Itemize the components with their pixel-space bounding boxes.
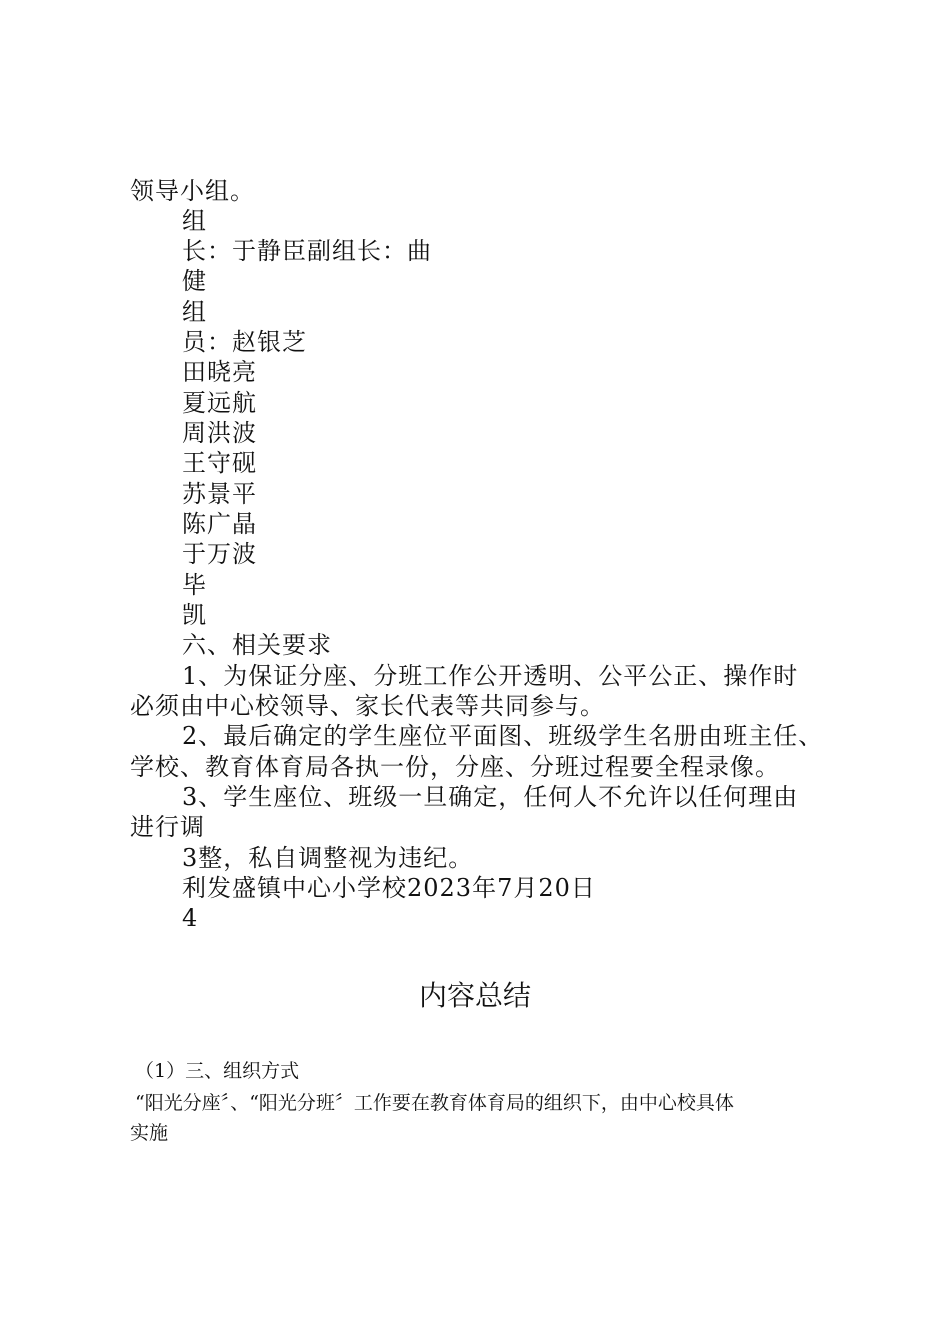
text-line: 毕 xyxy=(182,571,207,599)
section-heading: 六、相关要求 xyxy=(182,631,332,659)
text-line: 3、学生座位、班级一旦确定，任何人不允许以任何理由 xyxy=(182,783,799,811)
text-line: 于万波 xyxy=(182,540,257,568)
text-line: 3整，私自调整视为违纪。 xyxy=(182,844,474,872)
text-line: 周洪波 xyxy=(182,419,257,447)
text-line: 进行调 xyxy=(130,813,205,841)
text-line: 领导小组。 xyxy=(130,177,255,205)
summary-line: “阳光分座〞、“阳光分班〞工作要在教育体育局的组织下，由中心校具体 xyxy=(135,1092,734,1114)
text-line: 健 xyxy=(182,267,207,295)
text-line: 王守砚 xyxy=(182,449,257,477)
summary-line: （1）三、组织方式 xyxy=(135,1060,300,1082)
text-line: 1、为保证分座、分班工作公开透明、公平公正、操作时 xyxy=(182,662,799,690)
text-line: 苏景平 xyxy=(182,480,257,508)
summary-line: 实施 xyxy=(130,1122,169,1144)
text-line: 夏远航 xyxy=(182,389,257,417)
text-line: 必须由中心校领导、家长代表等共同参与。 xyxy=(130,692,605,720)
page-number: 4 xyxy=(182,904,199,932)
text-line: 田晓亮 xyxy=(182,358,257,386)
text-line: 陈广晶 xyxy=(182,510,257,538)
signature-date-line: 利发盛镇中心小学校2023年7月20日 xyxy=(182,874,596,902)
text-line: 凯 xyxy=(182,601,207,629)
text-line: 员：赵银芝 xyxy=(182,328,307,356)
text-line: 2、最后确定的学生座位平面图、班级学生名册由班主任、 xyxy=(182,722,824,750)
summary-title: 内容总结 xyxy=(418,979,531,1012)
text-line: 组 xyxy=(182,207,207,235)
text-line: 长：于静臣副组长：曲 xyxy=(182,237,432,265)
text-line: 学校、教育体育局各执一份，分座、分班过程要全程录像。 xyxy=(130,753,780,781)
text-line: 组 xyxy=(182,298,207,326)
